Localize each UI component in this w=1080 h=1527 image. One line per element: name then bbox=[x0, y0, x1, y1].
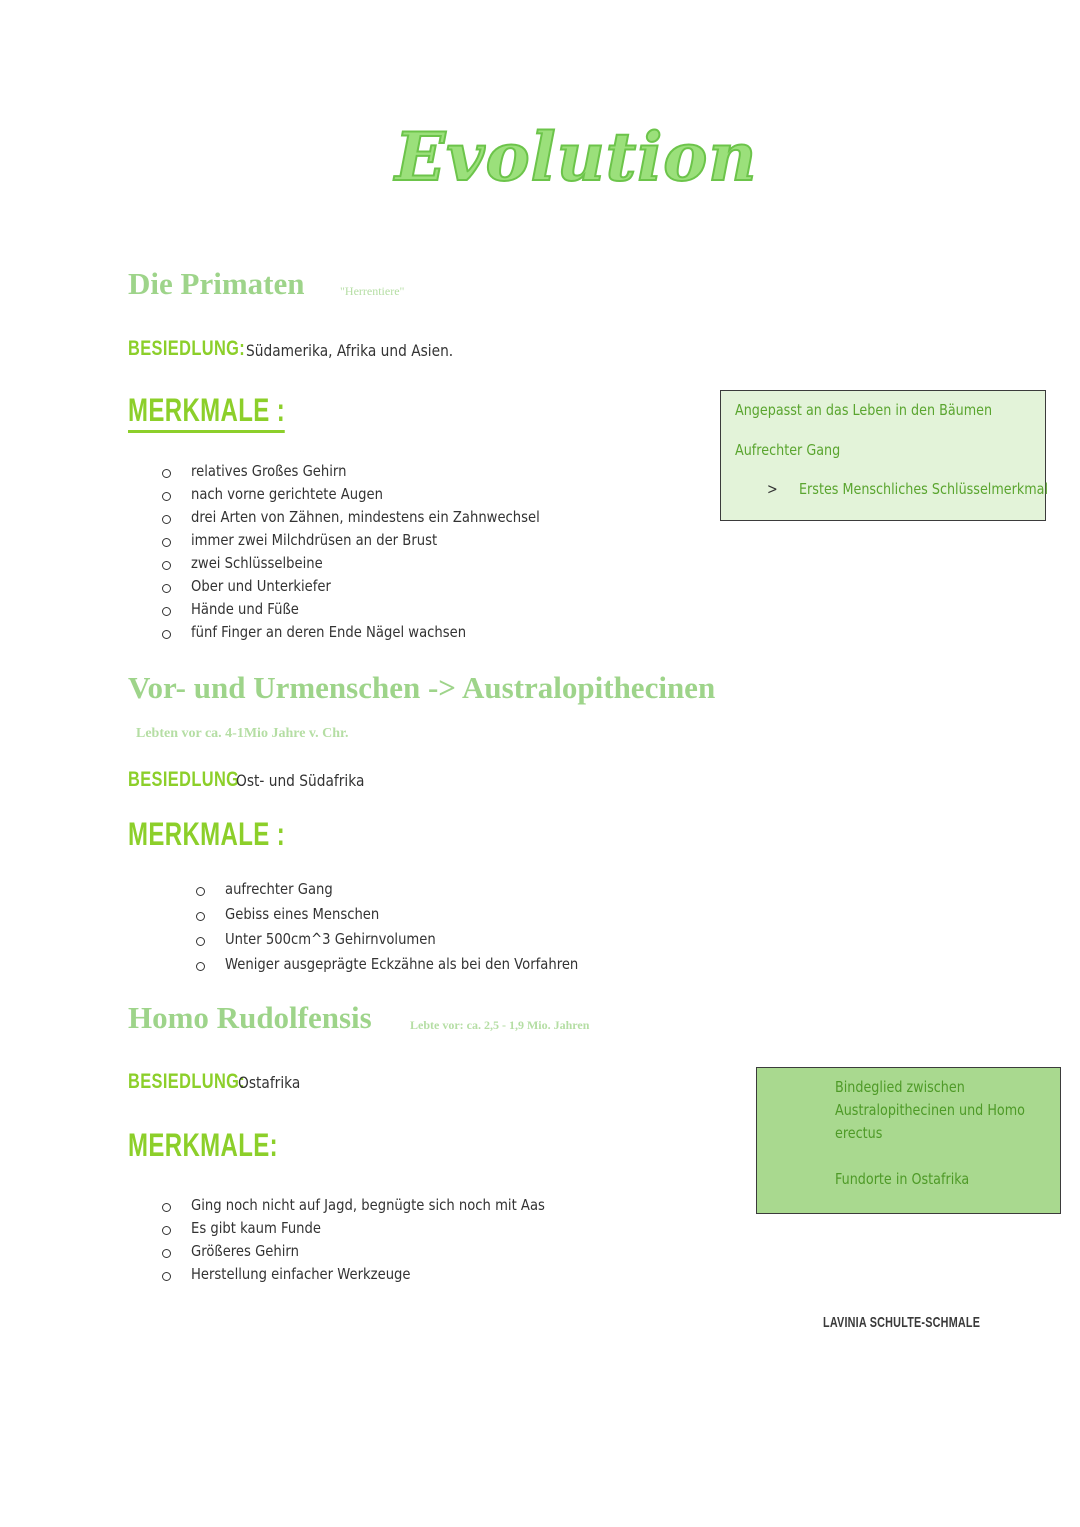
australopithecinen-merkmale-label: MERKMALE : bbox=[128, 816, 286, 852]
bullet-icon bbox=[162, 538, 171, 547]
rudolfensis-merkmale-label: MERKMALE: bbox=[128, 1127, 279, 1163]
rudolfensis-besiedlung-value: Ostafrika bbox=[238, 1073, 301, 1092]
australopithecinen-besiedlung-value: Ost- und Südafrika bbox=[236, 771, 365, 790]
rudolfensis-box-line2: Australopithecinen und Homo bbox=[835, 1101, 1025, 1119]
rudolfensis-box-line4: Fundorte in Ostafrika bbox=[835, 1170, 970, 1188]
section-heading-australopithecinen: Vor- und Urmenschen -> Australopithecinen bbox=[128, 670, 716, 705]
rudolfensis-box-line3: erectus bbox=[835, 1124, 883, 1142]
bullet-icon bbox=[162, 492, 171, 501]
bullet-icon bbox=[162, 1203, 171, 1212]
australopithecinen-subtitle: Lebten vor ca. 4-1Mio Jahre v. Chr. bbox=[136, 726, 349, 741]
author-signature: LAVINIA SCHULTE-SCHMALE bbox=[823, 1314, 981, 1331]
primaten-box-line3: Erstes Menschliches Schlüsselmerkmal bbox=[799, 480, 1049, 498]
bullet-icon bbox=[162, 1272, 171, 1281]
bullet-icon bbox=[162, 630, 171, 639]
primaten-box-line2: Aufrechter Gang bbox=[735, 441, 841, 459]
primaten-merkmale-label: MERKMALE : bbox=[128, 392, 285, 433]
primaten-note: "Herrentiere" bbox=[340, 284, 405, 298]
bullet-icon bbox=[196, 887, 205, 896]
bullet-icon bbox=[162, 515, 171, 524]
primaten-besiedlung-value: Südamerika, Afrika und Asien. bbox=[246, 341, 454, 360]
bullet-icon bbox=[196, 937, 205, 946]
australopithecinen-besiedlung-label: BESIEDLUNG bbox=[128, 768, 240, 791]
arrow-right-icon: > bbox=[767, 480, 778, 498]
bullet-icon bbox=[162, 607, 171, 616]
bullet-icon bbox=[162, 1249, 171, 1258]
primaten-box-line1: Angepasst an das Leben in den Bäumen bbox=[735, 401, 993, 419]
rudolfensis-info-box bbox=[756, 1067, 1061, 1214]
bullet-icon bbox=[162, 584, 171, 593]
rudolfensis-subtitle: Lebte vor: ca. 2,5 - 1,9 Mio. Jahren bbox=[410, 1018, 590, 1032]
page-title: Evolution bbox=[395, 118, 758, 196]
section-heading-rudolfensis: Homo Rudolfensis bbox=[128, 1000, 372, 1035]
bullet-icon bbox=[162, 1226, 171, 1235]
section-heading-primaten: Die Primaten bbox=[128, 266, 305, 301]
bullet-icon bbox=[162, 469, 171, 478]
rudolfensis-besiedlung-label: BESIEDLUNG: bbox=[128, 1070, 246, 1093]
primaten-besiedlung-label: BESIEDLUNG: bbox=[128, 337, 246, 360]
bullet-icon bbox=[196, 962, 205, 971]
bullet-icon bbox=[196, 912, 205, 921]
bullet-icon bbox=[162, 561, 171, 570]
primaten-info-box bbox=[720, 390, 1049, 521]
rudolfensis-box-line1: Bindeglied zwischen bbox=[835, 1078, 965, 1096]
